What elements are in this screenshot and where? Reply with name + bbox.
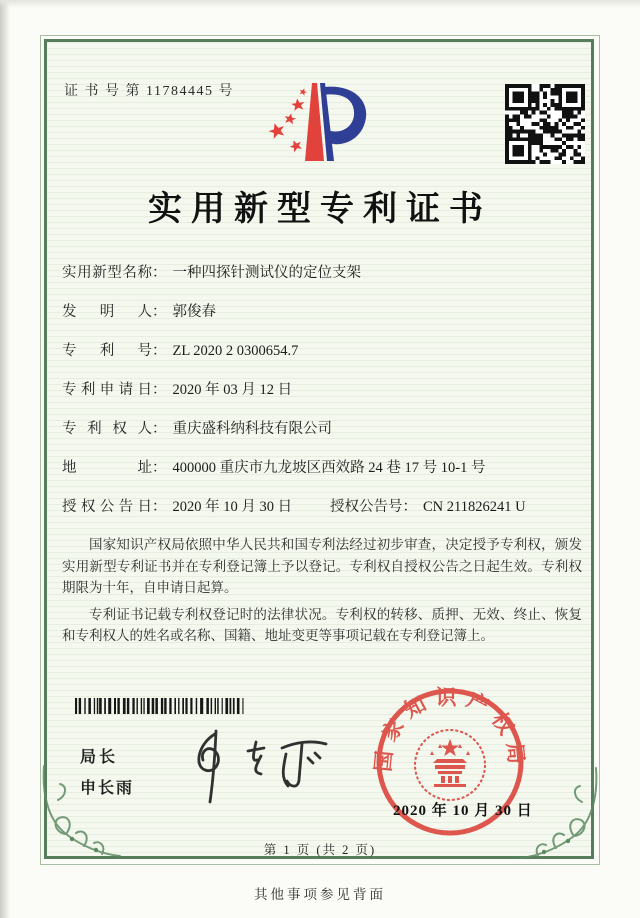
- seal-date: 2020 年 10 月 30 日: [393, 803, 533, 819]
- cnipa-logo-icon: [260, 80, 372, 168]
- scan-edge-left: [0, 0, 10, 918]
- field-value: CN 211826241 U: [423, 499, 526, 515]
- field-colon: ：: [152, 460, 167, 476]
- field-row-inventor: [62, 300, 582, 339]
- field-row-patent-number: [62, 339, 582, 378]
- field-label: 地址: [62, 460, 152, 476]
- field-colon: ：: [152, 499, 167, 515]
- certificate-number: 证 书 号 第 11784445 号: [64, 84, 234, 99]
- field-colon: ：: [152, 421, 167, 437]
- national-emblem-icon: [415, 730, 485, 800]
- qr-code: [505, 84, 585, 164]
- field-row-filing-date: [62, 378, 582, 417]
- barcode: [75, 698, 245, 714]
- field-label: 专利号: [62, 343, 152, 359]
- field-label: 专利权人: [62, 421, 152, 437]
- signature-icon: [182, 726, 337, 808]
- page-number: 第 1 页 (共 2 页): [263, 843, 377, 857]
- field-colon: ：: [152, 382, 167, 398]
- field-value: 重庆盛科纳科技有限公司: [172, 421, 332, 437]
- certificate-title: 实用新型专利证书: [148, 191, 492, 228]
- scan-edge-top: [0, 0, 640, 8]
- field-row-grant: [62, 495, 582, 534]
- field-row-name: [62, 261, 582, 300]
- field-value: 2020 年 10 月 30 日: [172, 499, 293, 515]
- field-value: 郭俊春: [172, 304, 216, 320]
- field-row-address: [62, 456, 582, 495]
- field-value: 2020 年 03 月 12 日: [172, 382, 293, 398]
- field-row-patentee: [62, 417, 582, 456]
- field-value: 一种四探针测试仪的定位支架: [172, 265, 361, 281]
- field-list: [62, 261, 582, 534]
- field-pair-grant-number: [330, 495, 526, 516]
- field-colon: ：: [152, 304, 167, 320]
- commissioner-name: 申长雨: [80, 780, 135, 797]
- field-label: 专利申请日: [62, 382, 152, 398]
- commissioner-title: 局长: [80, 749, 119, 766]
- field-label: 实用新型名称: [62, 265, 152, 281]
- field-colon: ：: [152, 343, 167, 359]
- seal-text: 国家知识产权局: [372, 686, 528, 773]
- field-value: 400000 重庆市九龙坡区西效路 24 巷 17 号 10-1 号: [172, 460, 486, 476]
- legal-paragraph-1: 国家知识产权局依照中华人民共和国专利法经过初步审查，决定授予专利权，颁发实用新型专利证书并在专利登记簿上予以登记。专利权自授权公告之日起生效。专利权期限为十年，自申请日起算。: [62, 537, 582, 595]
- field-label: 授权公告号: [330, 499, 403, 515]
- field-colon: ：: [402, 499, 417, 515]
- field-value: ZL 2020 2 0300654.7: [172, 343, 299, 359]
- legal-text: [62, 534, 582, 652]
- legal-paragraph-2: 专利证书记载专利权登记时的法律状况。专利权的转移、质押、无效、终止、恢复和专利权人的姓名或名称、国籍、地址变更等事项记载在专利登记簿上。: [62, 606, 582, 643]
- field-label: 授权公告日: [62, 499, 152, 515]
- field-label: 发明人: [62, 304, 152, 320]
- field-colon: ：: [152, 265, 167, 281]
- back-side-note: 其他事项参见背面: [254, 887, 386, 902]
